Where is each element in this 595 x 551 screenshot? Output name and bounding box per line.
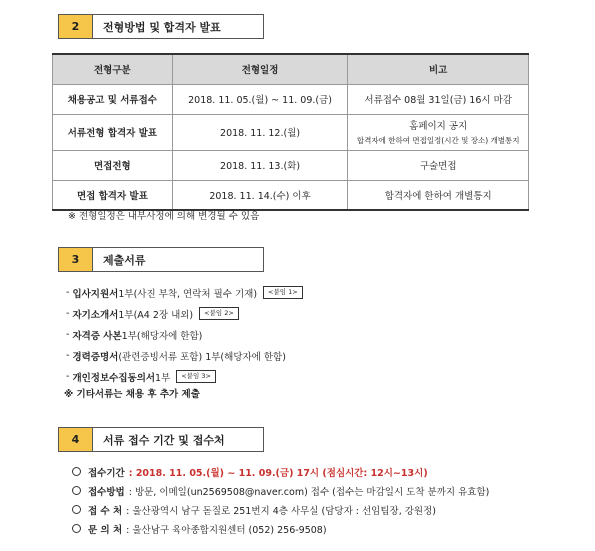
list-item [72, 481, 489, 500]
doc-name: 자기소개서 [72, 309, 119, 321]
list-item: - 개인정보수집동의서 1부 <붙임 3> [66, 366, 303, 387]
section4-title: 서류 접수 기간 및 접수처 [92, 427, 264, 452]
table-row [53, 180, 529, 210]
note-cell: 서류접수 08월 31일(금) 16시 마감 [348, 84, 529, 114]
section3-header [58, 247, 264, 272]
doc-name: 경력증명서 [72, 351, 119, 363]
section4-number: 4 [58, 427, 92, 452]
table-row [53, 114, 529, 150]
schedule-table [52, 53, 529, 211]
info-label: 문 의 처 [88, 524, 123, 536]
col-header-stage: 전형구분 [53, 54, 173, 84]
note-sub: 합격자에 한하여 면접일정(시간 및 장소) 개별통지 [356, 136, 520, 145]
info-value: : 2018. 11. 05.(월) ~ 11. 09.(금) 17시 (점심시간: 12시~13시) [128, 467, 428, 479]
section2-number: 2 [58, 14, 92, 39]
attachment-tag: <붙임 2> [199, 307, 239, 320]
info-value: : 울산광역시 남구 돋질로 251번지 4층 사무실 (담당자 : 선임팀장, 강원정) [126, 505, 436, 517]
table-row [53, 150, 529, 180]
info-label: 접 수 처 [88, 505, 123, 517]
info-label: 접수기간 [88, 467, 125, 479]
info-value: : 방문, 이메일(un2569508@naver.com) 접수 (접수는 마감일시 도착 분까지 유효함) [128, 486, 490, 498]
doc-name: 입사지원서 [72, 288, 119, 300]
list-item: - 입사지원서 1부(사진 부착, 연락처 필수 기재) <붙임 1> [66, 282, 303, 303]
info-value: : 울산남구 육아종합지원센터 (052) 256-9508) [126, 524, 327, 536]
table-row [53, 84, 529, 114]
circle-bullet-icon [72, 467, 81, 476]
stage-cell: 면접전형 [53, 150, 173, 180]
section2-title: 전형방법 및 합격자 발표 [92, 14, 264, 39]
list-item: - 경력증명서 (관련증빙서류 포함) 1부(해당자에 한함) [66, 350, 286, 363]
list-item [72, 519, 489, 538]
section4-header [58, 427, 264, 452]
note-cell [348, 114, 529, 150]
doc-name: 자격증 사본 [72, 330, 122, 342]
section2-header [58, 14, 264, 39]
doc-desc: 1부 [155, 372, 171, 384]
list-item: - 자기소개서 1부(A4 2장 내외) <붙임 2> [66, 303, 303, 324]
note-cell: 합격자에 한하여 개별통지 [348, 180, 529, 210]
extra-docs-note: ※ 기타서류는 채용 후 추가 제출 [64, 389, 200, 400]
doc-desc: 1부(A4 2장 내외) [118, 309, 194, 321]
doc-desc: 1부(해당자에 한함) [121, 330, 203, 342]
stage-cell: 채용공고 및 서류접수 [53, 84, 173, 114]
note-main: 홈페이지 공지 [409, 121, 468, 132]
date-cell: 2018. 11. 13.(화) [172, 150, 348, 180]
col-header-date: 전형일정 [172, 54, 348, 84]
table-header-row [53, 54, 529, 84]
circle-bullet-icon [72, 486, 81, 495]
attachment-tag: <붙임 1> [263, 286, 303, 299]
schedule-footnote: ※ 전형일정은 내부사정에 의해 변경될 수 있음 [68, 211, 260, 222]
circle-bullet-icon [72, 524, 81, 533]
list-item: - 자격증 사본 1부(해당자에 한함) [66, 329, 203, 342]
stage-cell: 면접 합격자 발표 [53, 180, 173, 210]
doc-desc: (관련증빙서류 포함) 1부(해당자에 한함) [118, 351, 286, 363]
attachment-tag: <붙임 3> [176, 370, 216, 383]
note-cell: 구술면접 [348, 150, 529, 180]
date-cell: 2018. 11. 12.(월) [172, 114, 348, 150]
doc-name: 개인정보수집동의서 [72, 372, 156, 384]
date-cell: 2018. 11. 14.(수) 이후 [172, 180, 348, 210]
date-cell: 2018. 11. 05.(월) ~ 11. 09.(금) [172, 84, 348, 114]
list-item [72, 500, 489, 519]
list-item [72, 462, 489, 481]
section3-title: 제출서류 [92, 247, 264, 272]
stage-cell: 서류전형 합격자 발표 [53, 114, 173, 150]
info-label: 접수방법 [88, 486, 125, 498]
submission-info-list [72, 462, 489, 538]
circle-bullet-icon [72, 505, 81, 514]
col-header-note: 비고 [348, 54, 529, 84]
doc-desc: 1부(사진 부착, 연락처 필수 기재) [118, 288, 258, 300]
document-list [66, 282, 303, 387]
section3-number: 3 [58, 247, 92, 272]
